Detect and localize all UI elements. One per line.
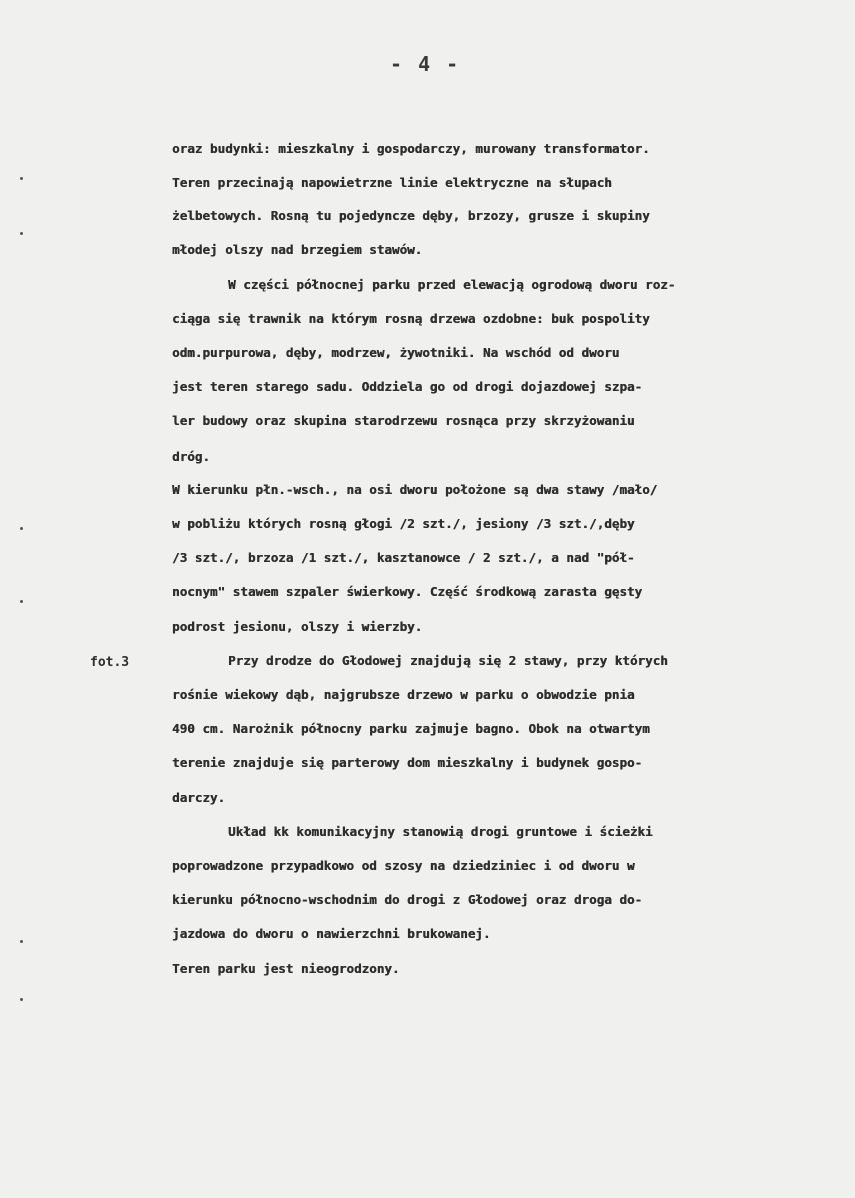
- text-line: ler budowy oraz skupina starodrzewu rosnąca przy skrzyżowaniu: [172, 413, 635, 428]
- text-line: /3 szt./, brzoza /1 szt./, kasztanowce / 2 szt./, a nad "pół-: [172, 550, 635, 565]
- margin-dot: [20, 177, 23, 180]
- text-line: podrost jesionu, olszy i wierzby.: [172, 619, 423, 634]
- margin-dot: [20, 600, 23, 603]
- text-line: W kierunku płn.-wsch., na osi dworu położone są dwa stawy /mało/: [172, 482, 658, 497]
- text-line: Teren parku jest nieogrodzony.: [172, 961, 400, 976]
- margin-dot: [20, 527, 23, 530]
- text-line: rośnie wiekowy dąb, najgrubsze drzewo w parku o obwodzie pnia: [172, 687, 635, 702]
- text-line: oraz budynki: mieszkalny i gospodarczy, murowany transformator.: [172, 141, 650, 156]
- margin-dot: [20, 232, 23, 235]
- text-line: Układ kk komunikacyjny stanowią drogi gruntowe i ścieżki: [228, 824, 653, 839]
- text-line: poprowadzone przypadkowo od szosy na dziedziniec i od dworu w: [172, 858, 635, 873]
- text-line: darczy.: [172, 790, 226, 805]
- margin-dot: [20, 940, 23, 943]
- text-line: jazdowa do dworu o nawierzchni brukowanej.: [172, 926, 491, 941]
- text-line: W części północnej parku przed elewacją ogrodową dworu roz-: [228, 277, 676, 292]
- text-line: Teren przecinają napowietrzne linie elektryczne na słupach: [172, 175, 612, 190]
- text-line: Przy drodze do Głodowej znajdują się 2 stawy, przy których: [228, 653, 668, 668]
- photo-reference-label: fot.3: [90, 655, 130, 670]
- text-line: dróg.: [172, 449, 210, 464]
- margin-dot: [20, 998, 23, 1001]
- text-line: kierunku północno-wschodnim do drogi z Głodowej oraz droga do-: [172, 892, 643, 907]
- text-line: nocnym" stawem szpaler świerkowy. Część środkową zarasta gęsty: [172, 584, 643, 599]
- text-line: młodej olszy nad brzegiem stawów.: [172, 242, 423, 257]
- text-line: odm.purpurowa, dęby, modrzew, żywotniki. Na wschód od dworu: [172, 345, 620, 360]
- text-line: jest teren starego sadu. Oddziela go od drogi dojazdowej szpa-: [172, 379, 643, 394]
- text-line: ciąga się trawnik na którym rosną drzewa ozdobne: buk pospolity: [172, 311, 650, 326]
- text-line: w pobliżu których rosną głogi /2 szt./, jesiony /3 szt./,dęby: [172, 516, 635, 531]
- text-line: terenie znajduje się parterowy dom mieszkalny i budynek gospo-: [172, 755, 643, 770]
- text-line: 490 cm. Narożnik północny parku zajmuje bagno. Obok na otwartym: [172, 721, 650, 736]
- page-number: - 4 -: [390, 52, 461, 76]
- text-line: żelbetowych. Rosną tu pojedyncze dęby, brzozy, grusze i skupiny: [172, 208, 650, 223]
